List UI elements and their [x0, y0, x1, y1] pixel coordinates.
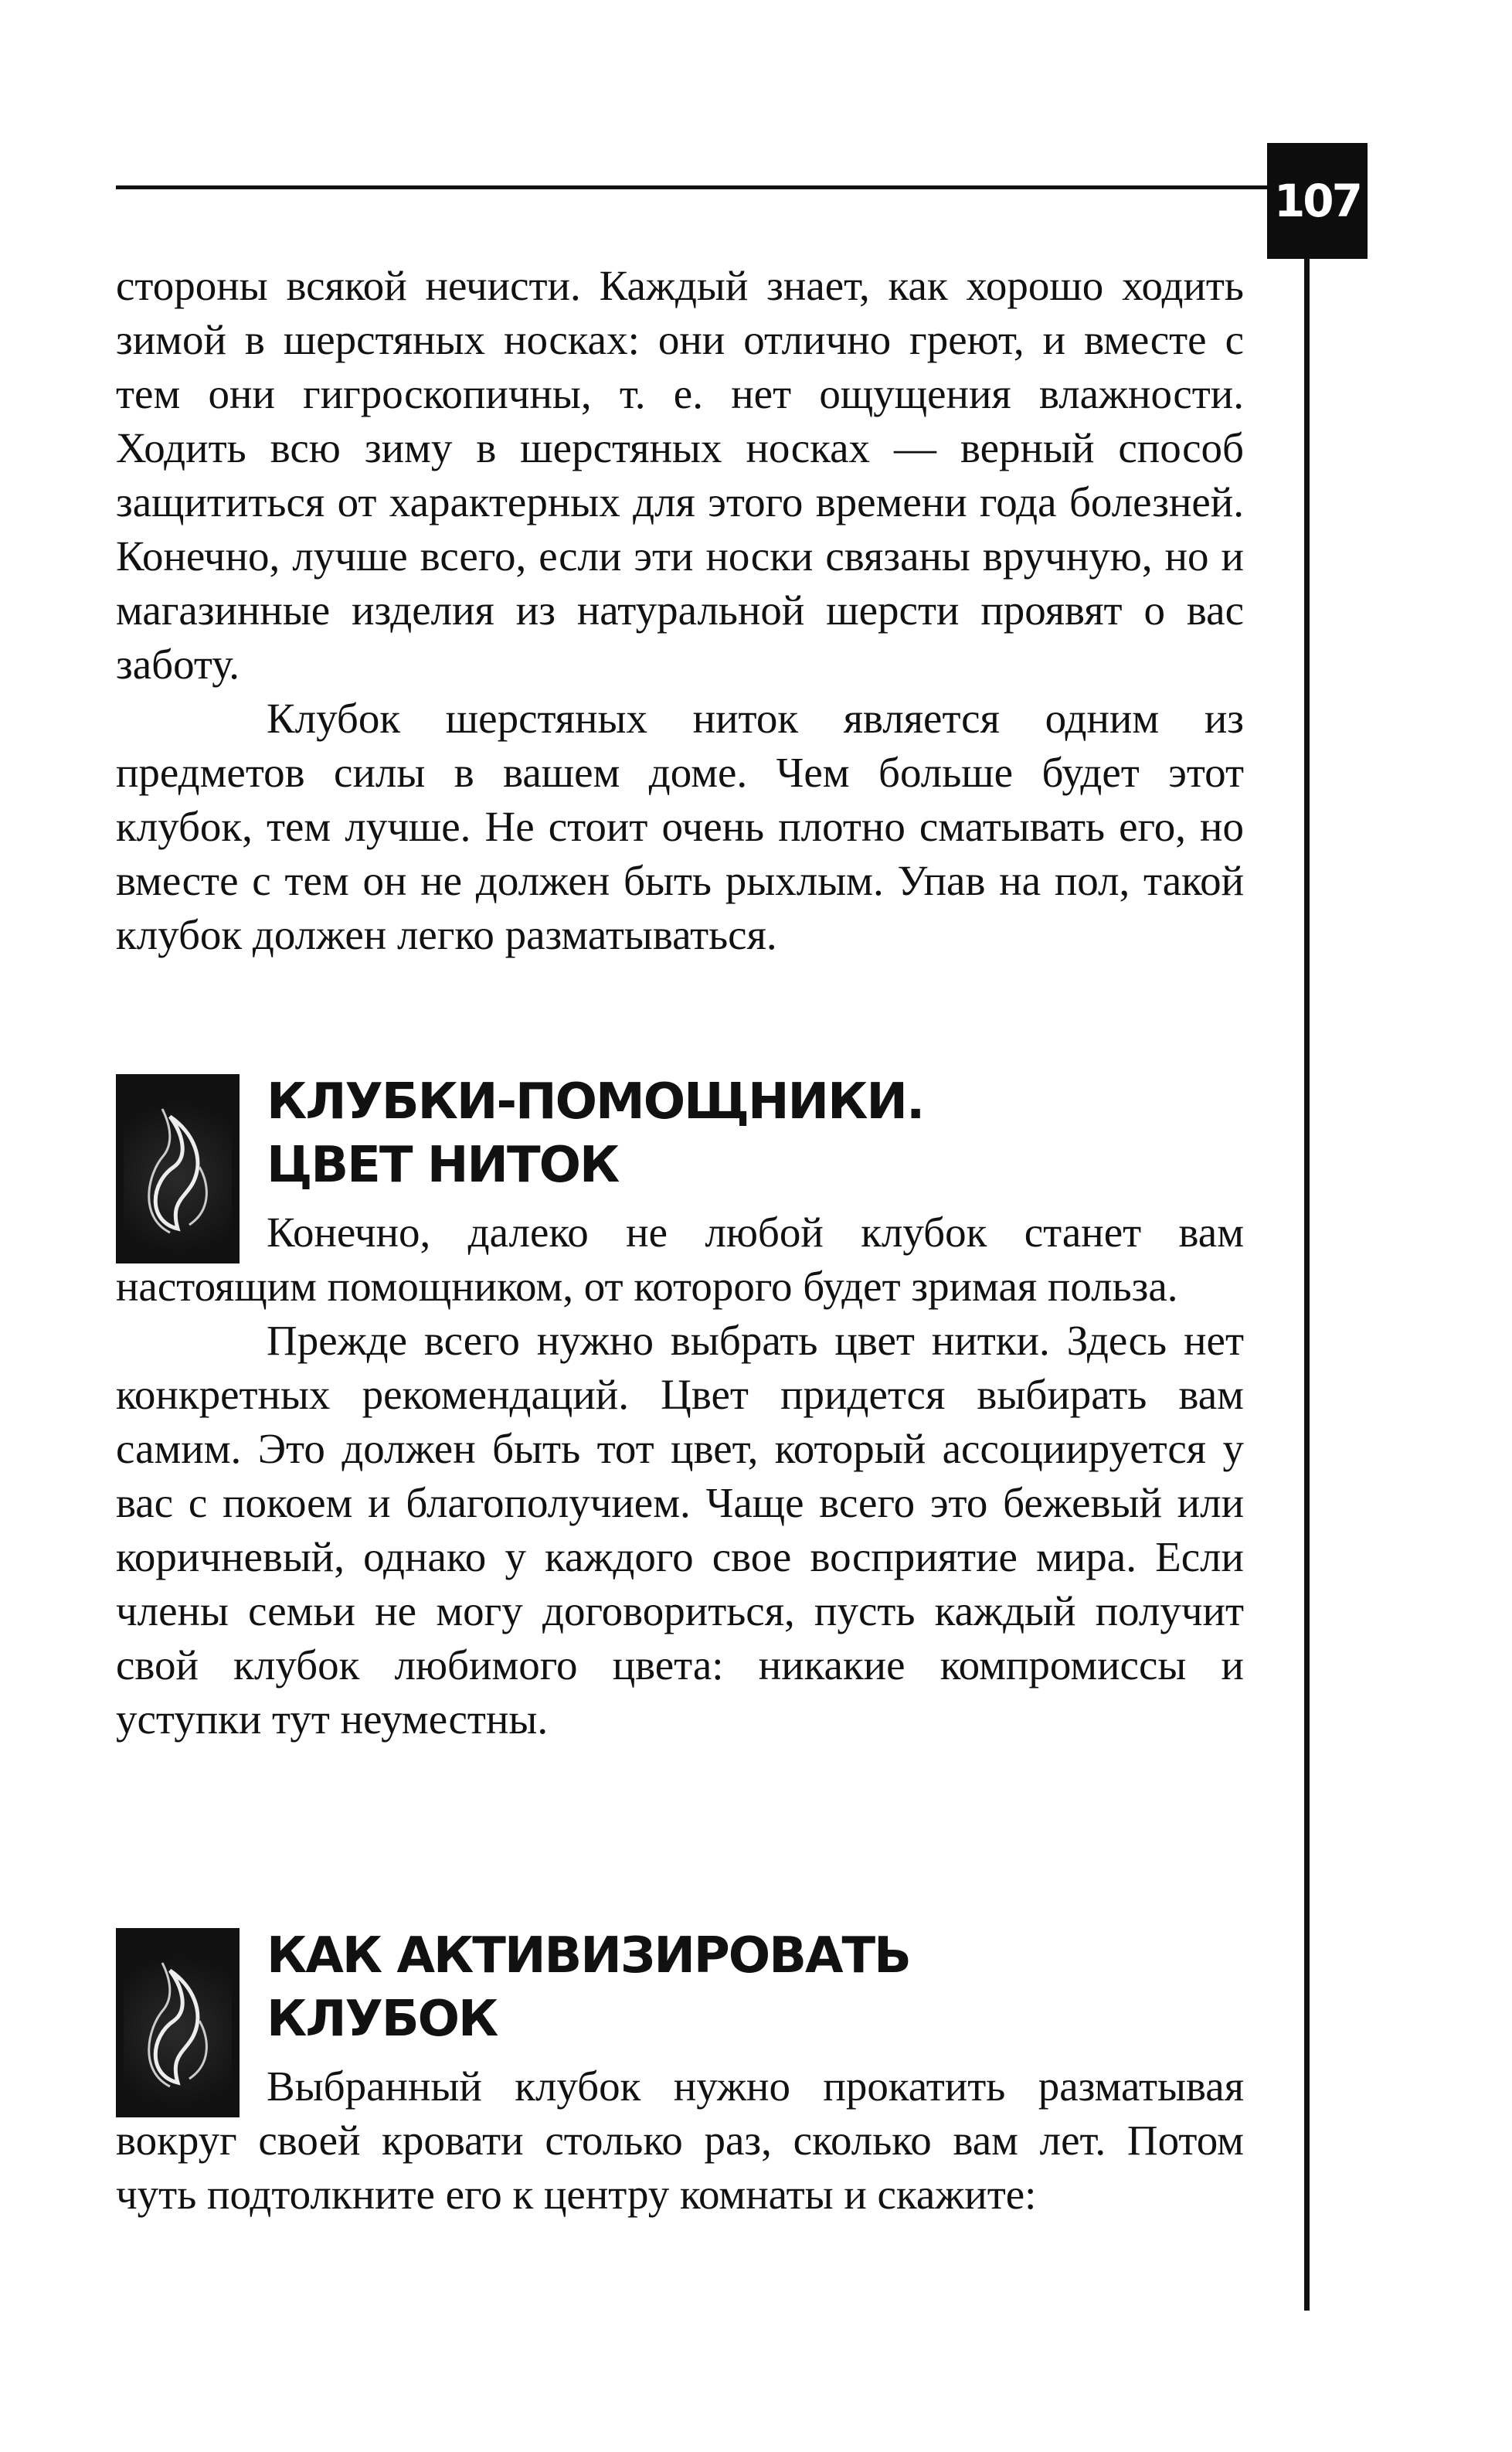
section-1-title-line-2: ЦВЕТ НИТОК	[267, 1137, 619, 1194]
intro-paragraph-2: Клубок шерстяных ниток является одним из предметов силы в вашем доме. Чем больше будет этот клубок, тем лучше. Не стоит очень плотно сматывать его, но вместе с тем он не должен быть рыхлым. Упав на пол, такой клубок должен легко разматываться.	[116, 695, 1244, 958]
section-1-paragraph-2: Прежде всего нужно выбрать цвет нитки. Здесь нет конкретных рекомендаций. Цвет придется выбирать вам самим. Это должен быть тот цвет, который ассоциируется у вас с покоем и благополучием. Чаще всего это бежевый или коричневый, однако у каждого свое восприятие мира. Если члены семьи не могу договориться, пусть каждый получит свой клубок любимого цвета: никакие компромиссы и уступки тут неуместны.	[116, 1317, 1244, 1743]
intro-text	[116, 259, 1244, 962]
section-2-heading	[267, 1924, 910, 2051]
page-number: 107	[1273, 175, 1361, 227]
side-rule	[1304, 201, 1310, 2311]
section-1-body	[116, 1206, 1244, 1746]
section-1-title-line-1: КЛУБКИ-ПОМОЩНИКИ.	[267, 1073, 924, 1131]
section-1-heading	[267, 1070, 923, 1197]
header-rule	[116, 185, 1290, 189]
section-2-title-line-2: КЛУБОК	[267, 1991, 498, 2048]
section-2-title-line-1: КАК АКТИВИЗИРОВАТЬ	[267, 1927, 910, 1984]
section-2-body	[116, 2059, 1244, 2222]
page-number-tab	[1267, 143, 1368, 259]
intro-paragraph-1: стороны всякой нечисти. Каждый знает, как хорошо ходить зимой в шерстяных носках: они отлично греют, и вместе с тем они гигроскопичны, т. е. нет ощущения влажности. Ходить всю зиму в шерстяных носках — верный способ защититься от характерных для этого времени года болезней. Конечно, лучше всего, если эти носки связаны вручную, но и магазинные изделия из натуральной шерсти проявят о вас заботу.	[116, 262, 1244, 688]
section-1-paragraph-1: Конечно, далеко не любой клубок станет вам настоящим помощником, от которого будет зримая польза.	[116, 1209, 1244, 1310]
section-2-paragraph-1: Выбранный клубок нужно прокатить разматывая вокруг своей кровати столько раз, сколько вам лет. Потом чуть подтолкните его к центру комнаты и скажите:	[116, 2063, 1244, 2218]
